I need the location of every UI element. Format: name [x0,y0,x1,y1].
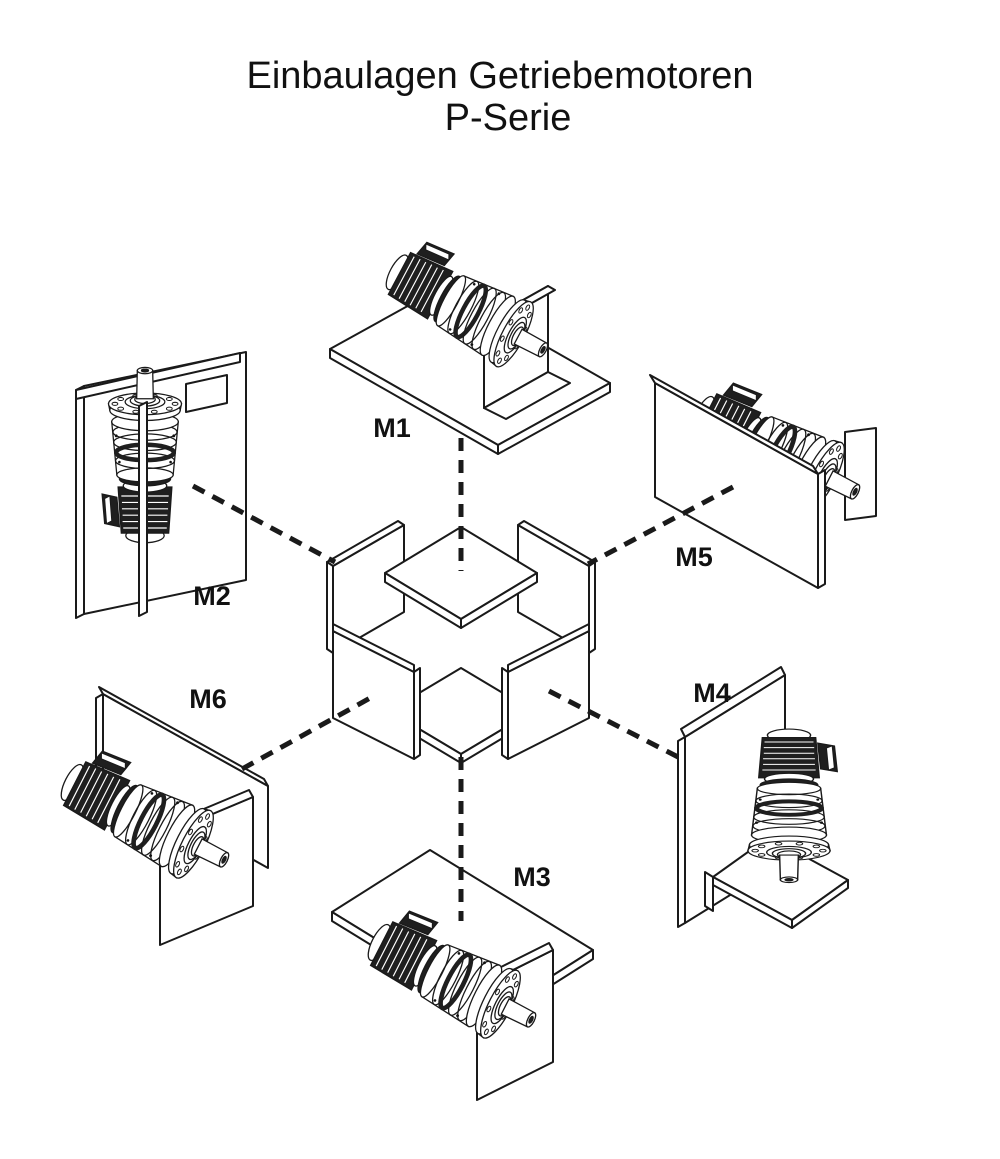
label-m1: M1 [373,413,411,443]
m5-wall-plate-right-edge [818,470,825,588]
position-m5-scene [650,372,878,588]
position-m2-scene [76,352,246,618]
m4-wall-plate-left-edge [678,737,685,927]
m2-wall-plate-edge [76,386,84,618]
page-title [246,55,753,139]
label-m6: M6 [189,684,227,714]
m5-bracket [845,428,876,520]
position-m4-scene [678,667,848,928]
m2-bracket-strip [139,402,147,616]
position-m6-scene [49,684,268,945]
cube-top-plate [385,527,537,619]
label-m3: M3 [513,862,551,892]
label-m5: M5 [675,542,713,572]
position-m1-scene [330,231,610,454]
cube-front-left-plate-side [414,668,420,759]
label-m2: M2 [193,581,231,611]
label-m4: M4 [693,678,731,708]
cube-front-right-plate-side [502,668,508,759]
m4-base-plate-lip [705,872,713,911]
title-line-1: Einbaulagen Getriebemotoren [246,55,754,97]
title-line-2: P-Serie [444,97,572,139]
position-m3-scene [332,850,593,1100]
